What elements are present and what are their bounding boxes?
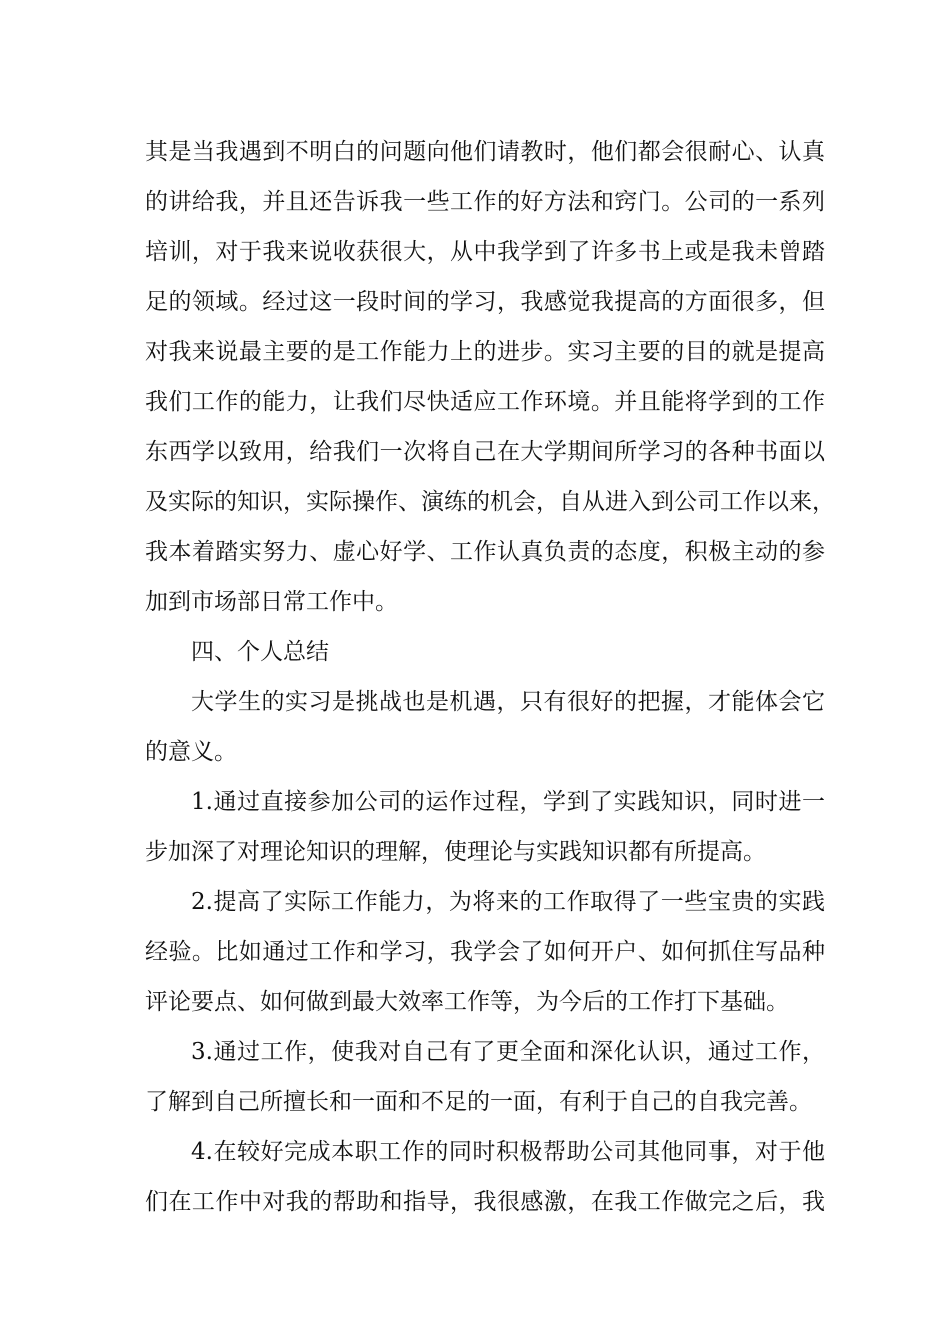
- text-line: 我本着踏实努力、虚心好学、工作认真负责的态度，积极主动的参: [145, 539, 825, 565]
- list-item-4: 4.在较好完成本职工作的同时积极帮助公司其他同事，对于他: [191, 1139, 825, 1165]
- text-line: 培训，对于我来说收获很大，从中我学到了许多书上或是我未曾踏: [145, 239, 825, 265]
- text-line: 对我来说最主要的是工作能力上的进步。实习主要的目的就是提高: [145, 339, 825, 365]
- list-item-1: 1.通过直接参加公司的运作过程，学到了实践知识，同时进一: [191, 789, 825, 815]
- text-line: 们在工作中对我的帮助和指导，我很感激，在我工作做完之后，我: [145, 1189, 825, 1215]
- text-line: 足的领域。经过这一段时间的学习，我感觉我提高的方面很多，但: [145, 289, 825, 315]
- text-line: 其是当我遇到不明白的问题向他们请教时，他们都会很耐心、认真: [145, 139, 825, 165]
- text-line: 步加深了对理论知识的理解，使理论与实践知识都有所提高。: [145, 839, 766, 865]
- text-line: 经验。比如通过工作和学习，我学会了如何开户、如何抓住写品种: [145, 939, 825, 965]
- text-line: 大学生的实习是挑战也是机遇，只有很好的把握，才能体会它: [191, 689, 825, 715]
- text-line: 的讲给我，并且还告诉我一些工作的好方法和窍门。公司的一系列: [145, 189, 825, 215]
- text-line: 评论要点、如何做到最大效率工作等，为今后的工作打下基础。: [145, 989, 789, 1015]
- text-line: 东西学以致用，给我们一次将自己在大学期间所学习的各种书面以: [145, 439, 825, 465]
- list-item-3: 3.通过工作，使我对自己有了更全面和深化认识，通过工作，: [191, 1039, 825, 1065]
- text-line: 我们工作的能力，让我们尽快适应工作环境。并且能将学到的工作: [145, 389, 825, 415]
- text-line: 及实际的知识，实际操作、演练的机会，自从进入到公司工作以来，: [145, 489, 835, 515]
- text-line: 了解到自己所擅长和一面和不足的一面，有利于自己的自我完善。: [145, 1089, 812, 1115]
- text-line: 加到市场部日常工作中。: [145, 589, 398, 615]
- body-text: [145, 127, 835, 1227]
- text-line: 的意义。: [145, 739, 237, 765]
- list-item-2: 2.提高了实际工作能力，为将来的工作取得了一些宝贵的实践: [191, 889, 825, 915]
- section-heading: 四、个人总结: [191, 639, 329, 665]
